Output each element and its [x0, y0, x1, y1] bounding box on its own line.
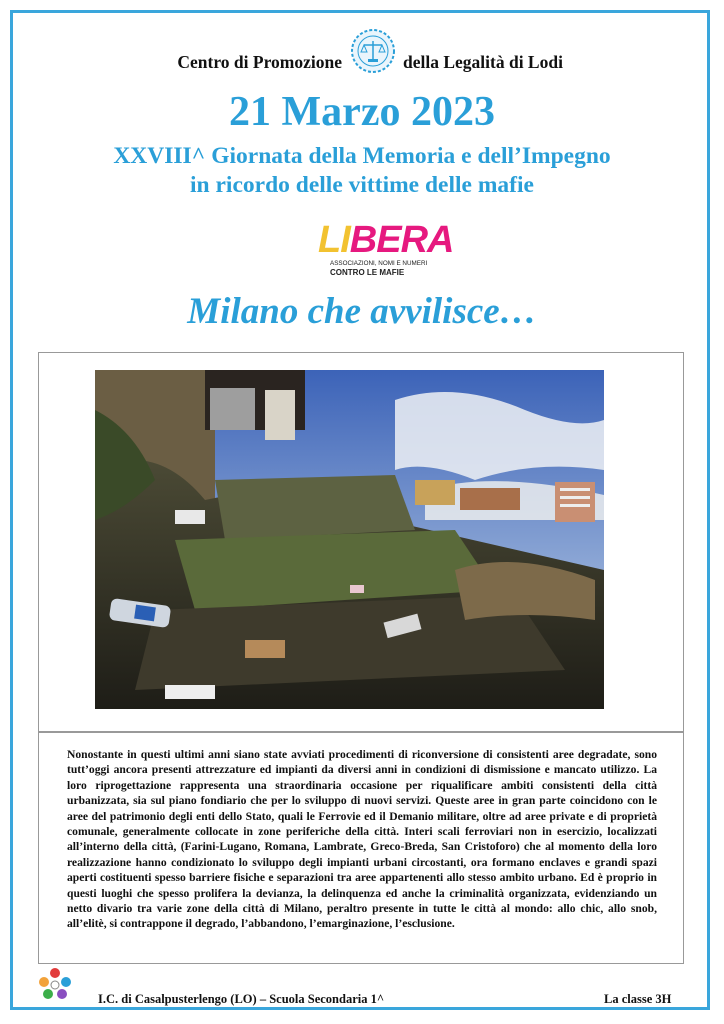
description-text: Nonostante in questi ultimi anni siano state avviati procedimenti di riconversione di consistenti aree degradate, sono tutt’oggi ancora presenti attrezzature ed impianti da diversi anni in condizioni di dismissione e mancato utilizzo. La loro riprogettazione rappresenta una straordinaria occasione per riqualificare ambiti consistenti della città urbanizzata, sia sul piano fondiario che per lo sviluppo di nuovi servizi. Queste aree in gran parte coincidono con le aree del patrimonio degli enti dello Stato, quali le Ferrovie ed il Demanio militare, oltre ad aree private e di proprietà comunale, generalmente collocate in zone periferiche della città. Interi scali ferroviari non in esercizio, localizzati all’interno della città, (Farini-Lugano, Romana, Lambrate, Greco-Breda, San Cristoforo) che al momento della loro realizzazione hanno condizionato lo sviluppo degli impianti urbani circostanti, ora formano enclaves e grandi spazi aperti costituenti spesso barriere fisiche e separazioni tra aree appartenenti allo stesso ambito urbano. Ed è proprio in questi luoghi che spesso prolifera la devianza, la delinquenza ed anche la criminalità organizzata, evidenziando un netto divario tra varie zone della città di Milano, peraltro presente in tutte le città al mondo: allo chic, allo snob, all’elitè, si contrappone il degrado, l’abbandono, l’emarginazione, l’esclusione.: [67, 748, 657, 931]
legality-seal-icon: [350, 28, 396, 74]
subtitle-line-2: in ricordo delle vittime delle mafie: [190, 172, 534, 198]
description-box: [38, 732, 684, 964]
header-right-text: della Legalità di Lodi: [403, 52, 563, 72]
subtitle-line-1: XXVIII^ Giornata della Memoria e dell’Impegno: [113, 143, 611, 169]
photo-degraded-steps: [95, 370, 604, 709]
photo-frame: [38, 352, 684, 732]
svg-text:LIBERA: [318, 219, 453, 261]
footer-school: I.C. di Casalpusterlengo (LO) – Scuola Secondaria 1^: [98, 992, 385, 1006]
libera-logo-text-bera: BERA: [349, 219, 454, 261]
school-logo-icon: [36, 964, 74, 1004]
libera-tagline-2: CONTRO LE MAFIE: [330, 268, 405, 277]
header-left-text: Centro di Promozione: [177, 52, 342, 72]
libera-logo-text-li: LI: [318, 219, 350, 261]
footer-class: La classe 3H: [604, 992, 672, 1006]
event-date: 21 Marzo 2023: [229, 89, 495, 135]
libera-logo: [316, 210, 454, 280]
main-title: Milano che avvilisce…: [187, 291, 537, 332]
libera-tagline-1: ASSOCIAZIONI, NOMI E NUMERI: [330, 260, 428, 267]
event-subtitle: [0, 142, 724, 200]
